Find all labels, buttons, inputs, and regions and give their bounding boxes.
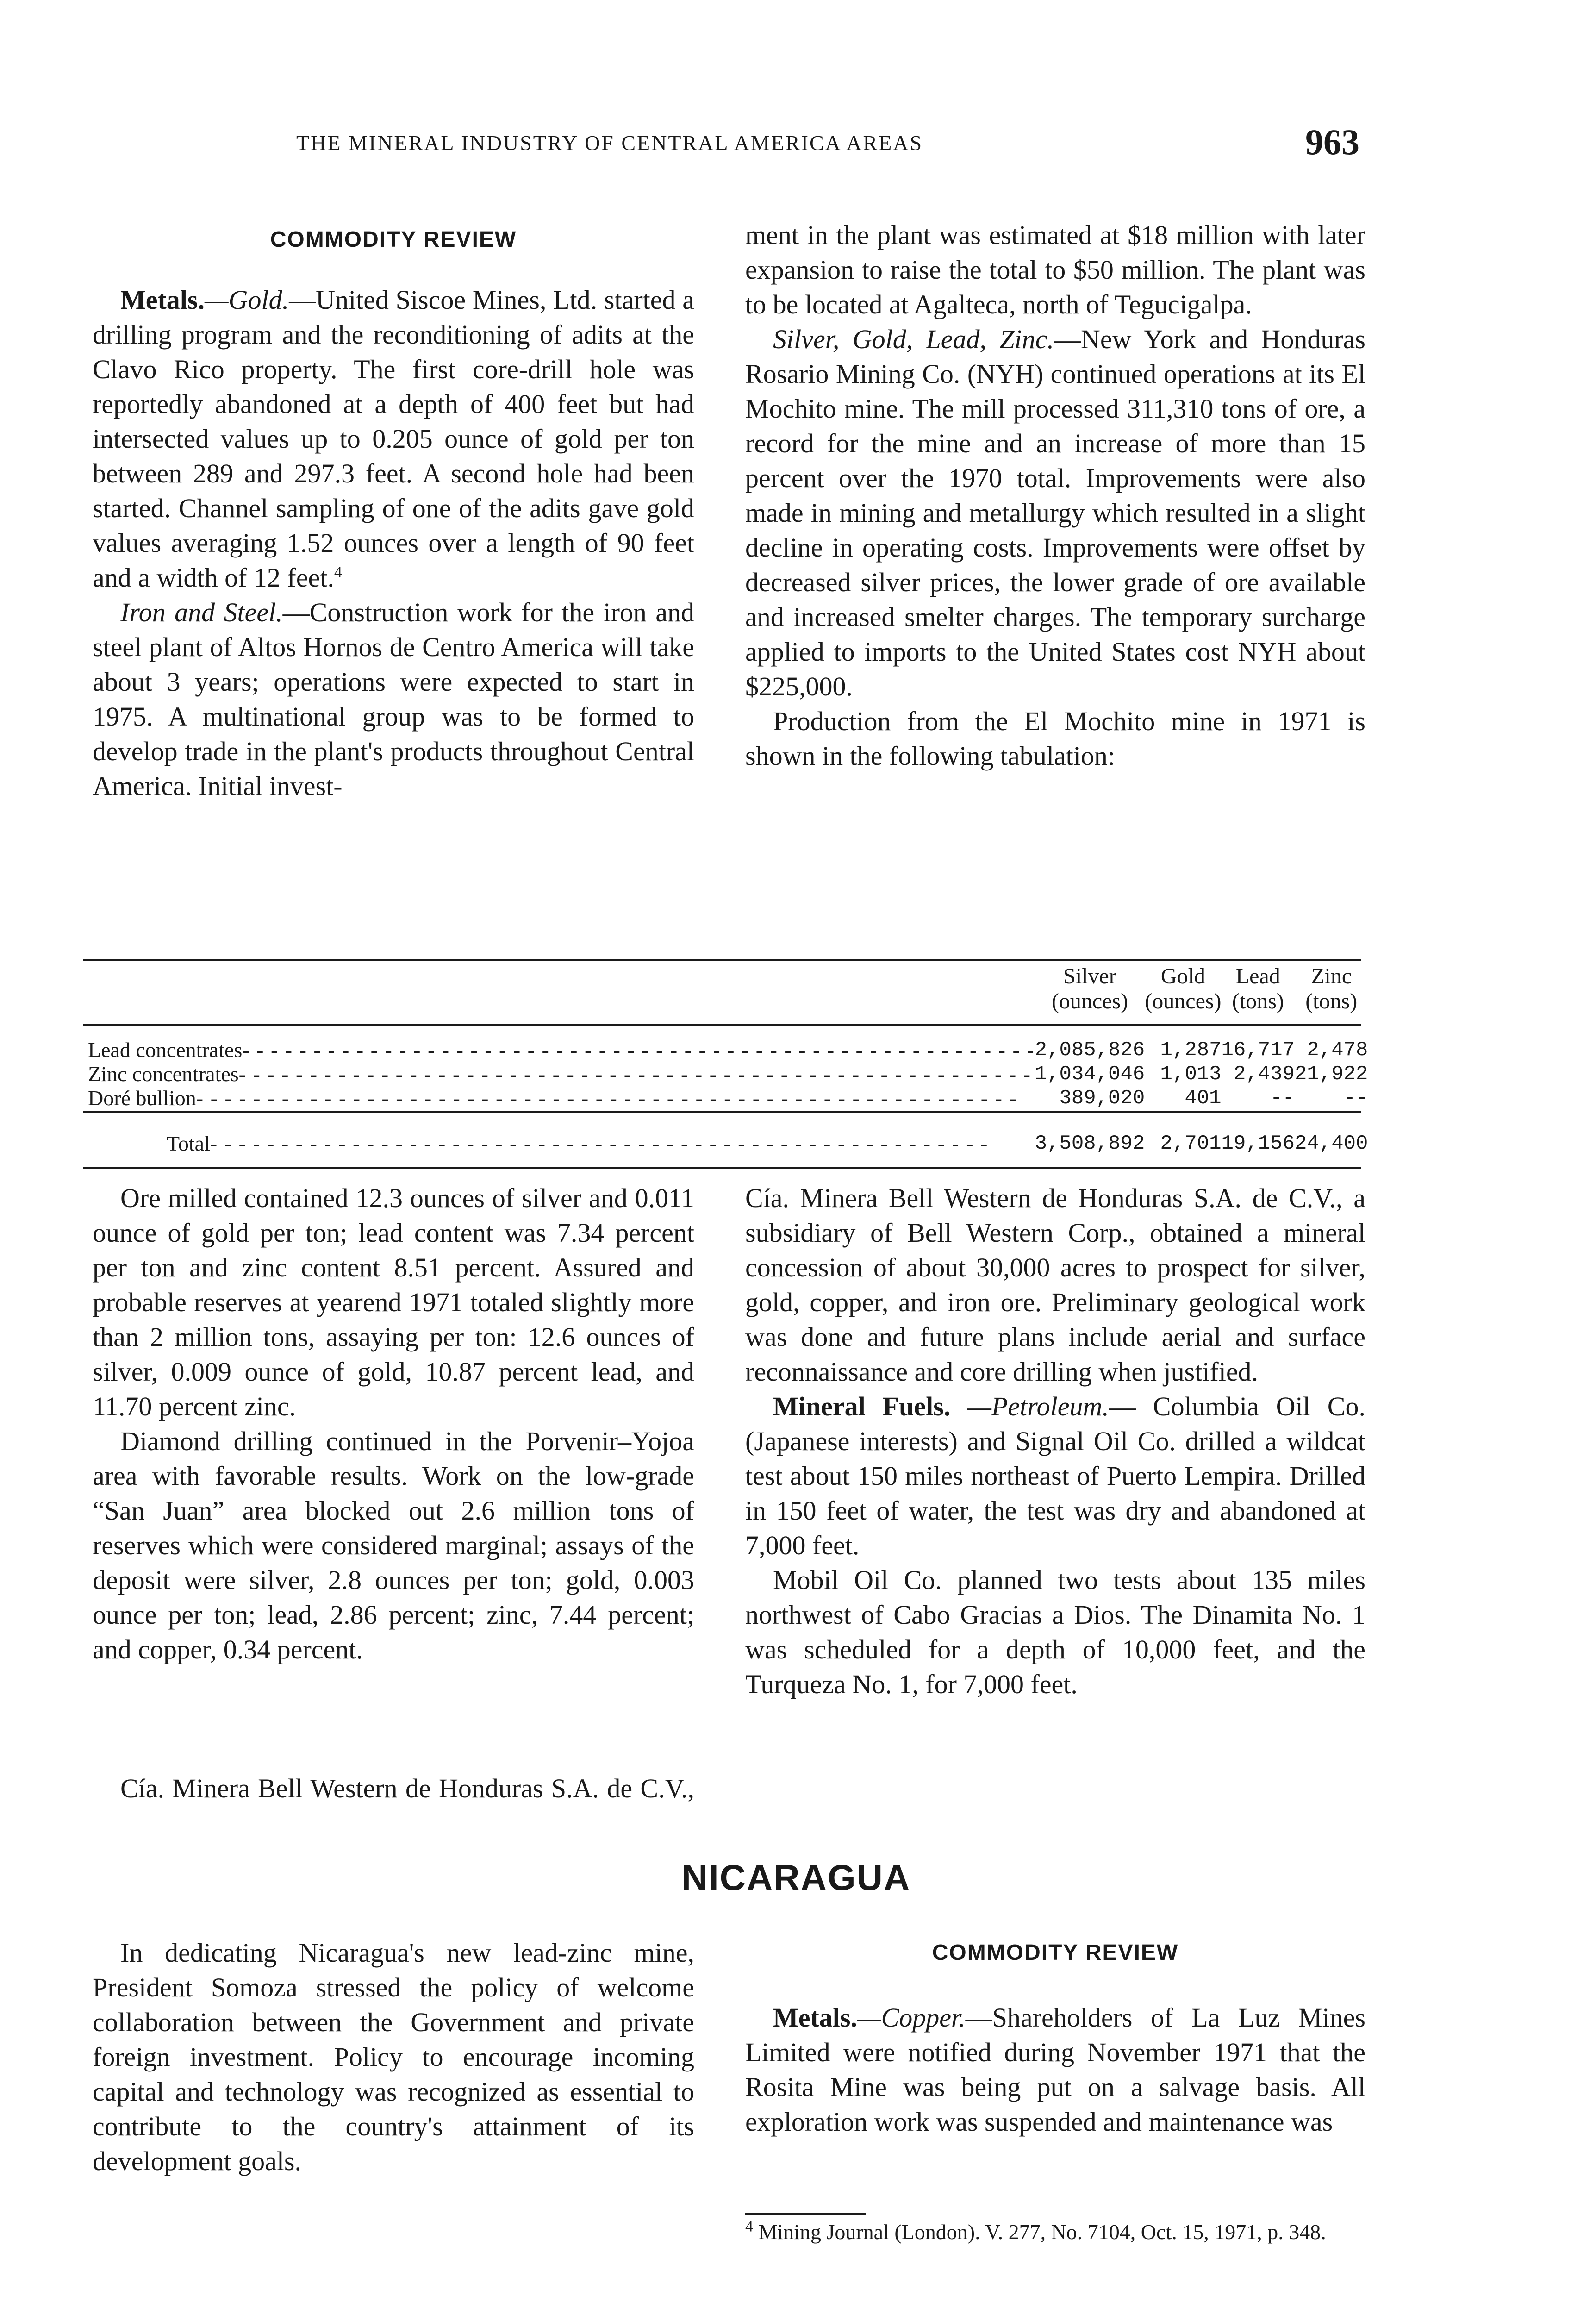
lower-left-column bbox=[93, 1181, 694, 1667]
commodity-review-heading: COMMODITY REVIEW bbox=[270, 227, 517, 252]
nicaragua-commodity-review-heading: COMMODITY REVIEW bbox=[932, 1940, 1179, 1965]
iron-steel-paragraph bbox=[93, 595, 694, 803]
table-top-rule bbox=[83, 959, 1361, 961]
col-lead: Lead (tons) bbox=[1232, 964, 1284, 1014]
table-bottom-rule bbox=[83, 1167, 1361, 1169]
col-zinc: Zinc (tons) bbox=[1305, 964, 1358, 1014]
gold-paragraph bbox=[93, 282, 694, 595]
petroleum-paragraph bbox=[745, 1389, 1365, 1563]
petroleum-label: —Petroleum. bbox=[967, 1391, 1109, 1421]
running-head: THE MINERAL INDUSTRY OF CENTRAL AMERICA AREAS bbox=[296, 131, 923, 155]
footnote bbox=[745, 2220, 1375, 2245]
bell-western-start: Cía. Minera Bell Western de Honduras S.A. de C.V., bbox=[120, 1773, 694, 1803]
upper-left-column bbox=[93, 282, 694, 803]
footnote-rule bbox=[745, 2213, 866, 2215]
silver-label: Silver, Gold, Lead, Zinc. bbox=[773, 324, 1054, 354]
production-table bbox=[83, 964, 1368, 1156]
col-silver: Silver (ounces) bbox=[1051, 964, 1128, 1014]
copper-paragraph bbox=[745, 2000, 1365, 2139]
copper-label: —Copper. bbox=[857, 2002, 966, 2033]
table-total-row: Total- - - - - - - - - - - - - - - - - - - - - - - - - - - - - - - - - - - - - - - - - - - - - - - - - - - - - - - 3,508,892 2,701 19,156 24,400 bbox=[167, 1132, 1368, 1155]
nicaragua-intro-column bbox=[93, 1935, 694, 2178]
copper-text: —Shareholders of La Luz Mines Limited were notified during November 1971 that the Rosita Mine was being put on a salvage basis. All exploration work was suspended and maintenance was bbox=[745, 2002, 1365, 2137]
silver-paragraph bbox=[745, 322, 1365, 704]
nicaragua-intro: In dedicating Nicaragua's new lead-zinc mine, President Somoza stressed the policy of welcome collaboration between the Government and private foreign investment. Policy to encourage incoming capital and technology was recognized as essential to contribute to the country's attainment of its development goals. bbox=[93, 1938, 694, 2176]
gold-label: —Gold. bbox=[205, 285, 289, 315]
col-gold: Gold (ounces) bbox=[1145, 964, 1222, 1014]
table-header-row bbox=[83, 964, 1368, 1027]
metals-label: Metals. bbox=[120, 285, 205, 315]
tabulation-intro: Production from the El Mochito mine in 1971 is shown in the following tabulation: bbox=[745, 706, 1365, 771]
page-number: 963 bbox=[1305, 122, 1359, 162]
iron-steel-label: Iron and Steel. bbox=[120, 597, 283, 627]
table-row: Doré bullion- - - - - - - - - - - - - - - - - - - - - - - - - - - - - - - - - - - - - - - - - - - - - - - - - - - - - - - - - - 389,020 401 -- -- bbox=[88, 1086, 1368, 1110]
nicaragua-metals-label: Metals. bbox=[773, 2002, 857, 2033]
upper-right-column bbox=[745, 218, 1365, 773]
nicaragua-heading: NICARAGUA bbox=[681, 1857, 911, 1898]
ore-milled-paragraph: Ore milled contained 12.3 ounces of silver and 0.011 ounce of gold per ton; lead content was 7.34 percent per ton and zinc content 8.51 percent. Assured and probable reserves at yearend 1971 totaled slightly more than 2 million tons, assaying per ton: 12.6 ounces of silver, 0.009 ounce of gold, 10.87 percent lead, and 11.70 percent zinc. bbox=[93, 1183, 694, 1421]
footnote-text: Mining Journal (London). V. 277, No. 7104, Oct. 15, 1971, p. 348. bbox=[758, 2220, 1326, 2244]
mobil-paragraph: Mobil Oil Co. planned two tests about 135 miles northwest of Cabo Gracias a Dios. The Dinamita No. 1 was scheduled for a depth of 10,000 feet, and the Turqueza No. 1, for 7,000 feet. bbox=[745, 1565, 1365, 1699]
gold-text: —United Siscoe Mines, Ltd. started a drilling program and the reconditioning of adits at the Clavo Rico property. The first core-drill hole was reportedly abandoned at a depth of 400 feet but had intersected values up to 0.205 ounce of gold per ton between 289 and 297.3 feet. A second hole had been started. Channel sampling of one of the adits gave gold values averaging 1.52 ounces over a length of 90 feet and a width of 12 feet. bbox=[93, 285, 694, 593]
diamond-drilling-paragraph: Diamond drilling continued in the Porvenir–Yojoa area with favorable results. Work on the low-grade “San Juan” area blocked out 2.6 million tons of reserves which were considered marginal; assays of the deposit were silver, 2.8 ounces per ton; gold, 0.003 ounce per ton; lead, 2.86 percent; zinc, 7.44 percent; and copper, 0.34 percent. bbox=[93, 1426, 694, 1664]
silver-text: —New York and Honduras Rosario Mining Co. (NYH) continued operations at its El Mochito mine. The mill processed 311,310 tons of ore, a record for the mine and an increase of more than 15 percent over the 1970 total. Improvements were also made in mining and metallurgy which resulted in a slight decline in operating costs. Improvements were offset by decreased silver prices, the lower grade of ore available and increased smelter charges. The temporary surcharge applied to imports to the United States cost NYH about $225,000. bbox=[745, 324, 1365, 701]
bell-western-paragraph: Cía. Minera Bell Western de Honduras S.A. de C.V., a subsidiary of Bell Western Corp., obtained a mineral concession of about 30,000 acres to prospect for silver, gold, copper, and iron ore. Preliminary geological work was done and future plans include aerial and surface reconnaissance and core drilling when justified. bbox=[745, 1183, 1365, 1387]
table-row: Zinc concentrates- - - - - - - - - - - - - - - - - - - - - - - - - - - - - - - - - - - - - - - - - - - - - - - - - - - - - - - - 1,034,046 1,013 2,439 21,922 bbox=[88, 1062, 1368, 1086]
mineral-fuels-label: Mineral Fuels. bbox=[773, 1391, 951, 1421]
nicaragua-copper-column bbox=[745, 2000, 1365, 2139]
table-row: Lead concentrates- - - - - - - - - - - - - - - - - - - - - - - - - - - - - - - - - - - - - - - - - - - - - - - - - - - - - - - - 2,085,826 1,287 16,717 2,478 bbox=[88, 1038, 1368, 1062]
footnote-marker: 4 bbox=[745, 2218, 753, 2235]
petroleum-text: — Columbia Oil Co. (Japanese interests) and Signal Oil Co. drilled a wildcat test about 150 miles northeast of Puerto Lempira. Drilled in 150 feet of water, the test was dry and abandoned at 7,000 feet. bbox=[745, 1391, 1365, 1560]
iron-steel-text: —Construction work for the iron and steel plant of Altos Hornos de Centro America will take about 3 years; operations were expected to start in 1975. A multinational group was to be formed to develop trade in the plant's products throughout Central America. Initial invest- bbox=[93, 597, 694, 801]
footnote-ref: 4 bbox=[334, 563, 342, 581]
lower-right-column bbox=[745, 1181, 1365, 1702]
iron-steel-continued: ment in the plant was estimated at $18 million with later expansion to raise the total to $50 million. The plant was to be located at Agalteca, north of Tegucigalpa. bbox=[745, 220, 1365, 319]
